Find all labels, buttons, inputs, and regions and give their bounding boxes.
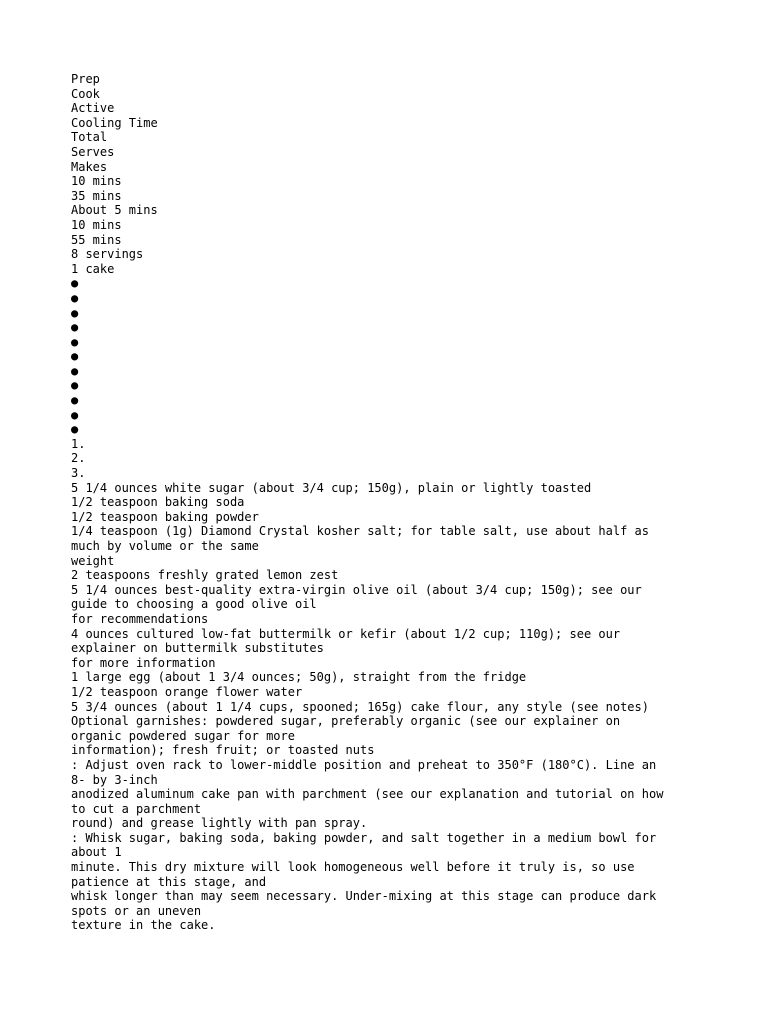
ingredient-line: 1/2 teaspoon baking powder — [71, 509, 259, 524]
step-number: 3. — [71, 466, 86, 481]
step-number: 1. — [71, 436, 86, 451]
ingredient-item — [71, 481, 761, 496]
meta-label-cooling-time: Cooling Time — [71, 115, 158, 130]
direction-line: whisk longer than may seem necessary. Under-mixing at this stage can produce dark — [71, 889, 657, 904]
ingredient-line: 4 ounces cultured low-fat buttermilk or kefir (about 1/2 cup; 110g); see our — [71, 626, 621, 641]
meta-value-serves: 8 servings — [71, 247, 144, 262]
bullet: ● — [71, 290, 79, 305]
ingredient-line: guide to choosing a good olive oil — [71, 597, 317, 612]
ingredient-line: for recommendations — [71, 611, 209, 626]
direction-line: texture in the cake. — [71, 918, 216, 933]
ingredient-line: 5 1/4 ounces white sugar (about 3/4 cup; 150g), plain or lightly toasted — [71, 480, 592, 495]
direction-line: patience at this stage, and — [71, 874, 267, 889]
direction-step — [71, 758, 761, 831]
direction-line: : Whisk sugar, baking soda, baking powder, and salt together in a medium bowl for — [71, 830, 657, 845]
ingredient-line: 5 1/4 ounces best-quality extra-virgin olive oil (about 3/4 cup; 150g); see our — [71, 582, 642, 597]
ingredient-line: explainer on buttermilk substitutes — [71, 641, 324, 656]
meta-value-active: About 5 mins — [71, 203, 158, 218]
bullet: ● — [71, 305, 79, 320]
step-number-list — [71, 437, 761, 481]
direction-line: : Adjust oven rack to lower-middle position and preheat to 350°F (180°C). Line an — [71, 757, 657, 772]
meta-value-prep: 10 mins — [71, 174, 122, 189]
bullet: ● — [71, 422, 79, 437]
meta-label-serves: Serves — [71, 144, 115, 159]
direction-list — [71, 758, 761, 933]
bullet: ● — [71, 334, 79, 349]
direction-line: anodized aluminum cake pan with parchment (see our explanation and tutorial on how — [71, 787, 664, 802]
bullet: ● — [71, 407, 79, 422]
recipe-document — [71, 72, 761, 933]
ingredient-item — [71, 568, 761, 583]
direction-line: 8- by 3-inch — [71, 772, 158, 787]
ingredient-line: weight — [71, 553, 115, 568]
ingredient-line: 1 large egg (about 1 3/4 ounces; 50g), straight from the fridge — [71, 670, 527, 685]
bullet: ● — [71, 378, 79, 393]
bullet: ● — [71, 363, 79, 378]
ingredient-item — [71, 714, 761, 758]
meta-value-cook: 35 mins — [71, 188, 122, 203]
ingredient-item — [71, 627, 761, 671]
meta-label-prep: Prep — [71, 72, 100, 86]
direction-line: about 1 — [71, 845, 122, 860]
bullet: ● — [71, 349, 79, 364]
ingredient-item — [71, 670, 761, 685]
meta-label-active: Active — [71, 101, 115, 116]
ingredient-line: 1/4 teaspoon (1g) Diamond Crystal kosher salt; for table salt, use about half as — [71, 524, 649, 539]
meta-value-makes: 1 cake — [71, 261, 115, 276]
bullet-list — [71, 276, 761, 437]
direction-line: minute. This dry mixture will look homogeneous well before it truly is, so use — [71, 860, 635, 875]
bullet: ● — [71, 320, 79, 335]
ingredient-line: information); fresh fruit; or toasted nuts — [71, 743, 375, 758]
meta-label-makes: Makes — [71, 159, 108, 174]
direction-line: round) and grease lightly with pan spray. — [71, 816, 368, 831]
ingredient-item — [71, 700, 761, 715]
meta-value-cooling-time: 10 mins — [71, 217, 122, 232]
recipe-meta-values — [71, 174, 761, 276]
ingredient-line: 5 3/4 ounces (about 1 1/4 cups, spooned; 165g) cake flour, any style (see notes) — [71, 699, 649, 714]
meta-label-cook: Cook — [71, 86, 100, 101]
ingredient-list — [71, 481, 761, 758]
ingredient-line: 2 teaspoons freshly grated lemon zest — [71, 568, 339, 583]
ingredient-item — [71, 583, 761, 627]
ingredient-item — [71, 510, 761, 525]
direction-line: to cut a parchment — [71, 801, 202, 816]
ingredient-line: 1/2 teaspoon baking soda — [71, 495, 245, 510]
step-number: 2. — [71, 451, 86, 466]
meta-value-total: 55 mins — [71, 232, 122, 247]
recipe-meta-labels — [71, 72, 761, 174]
ingredient-item — [71, 685, 761, 700]
direction-step — [71, 831, 761, 933]
direction-line: spots or an uneven — [71, 903, 202, 918]
ingredient-line: for more information — [71, 655, 216, 670]
ingredient-item — [71, 495, 761, 510]
ingredient-line: Optional garnishes: powdered sugar, preferably organic (see our explainer on — [71, 714, 621, 729]
ingredient-item — [71, 524, 761, 568]
ingredient-line: 1/2 teaspoon orange flower water — [71, 684, 303, 699]
bullet: ● — [71, 393, 79, 408]
ingredient-line: organic powdered sugar for more — [71, 728, 295, 743]
bullet: ● — [71, 276, 79, 291]
meta-label-total: Total — [71, 130, 108, 145]
ingredient-line: much by volume or the same — [71, 539, 259, 553]
